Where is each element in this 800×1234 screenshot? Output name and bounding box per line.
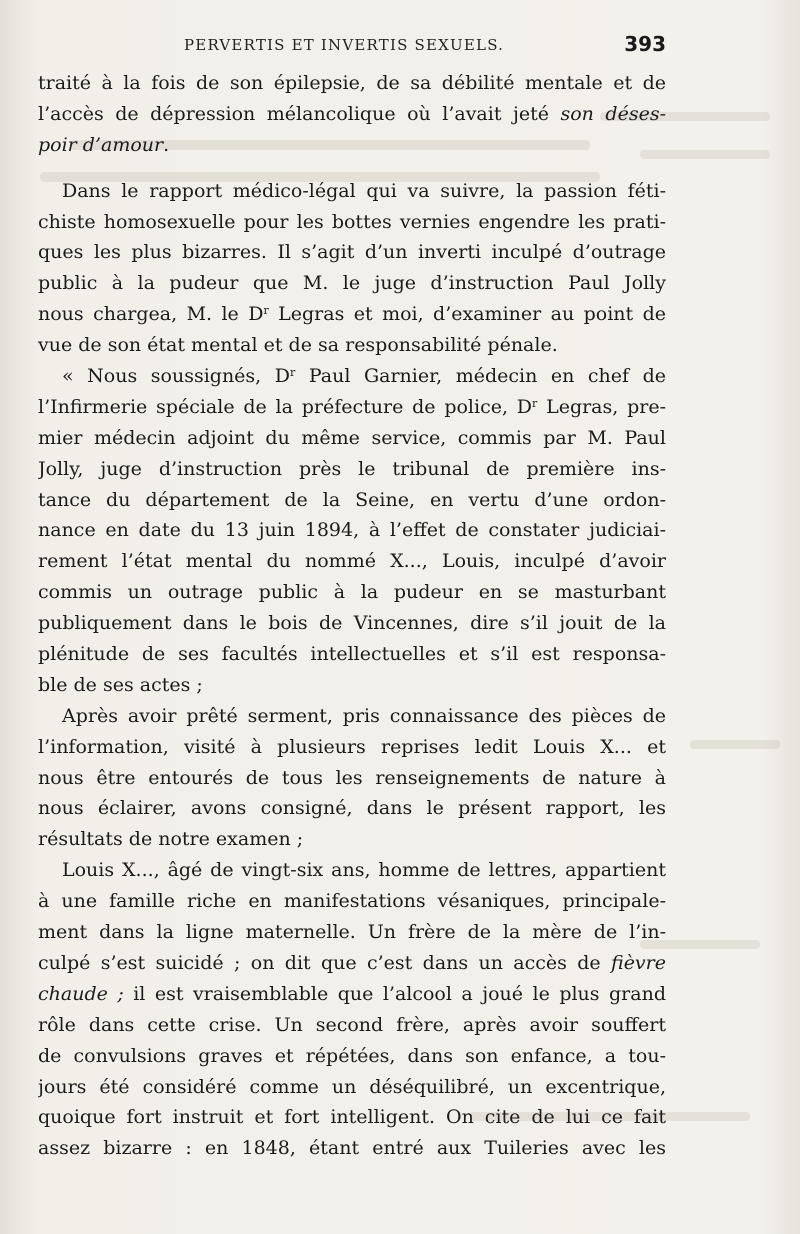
text-line: commis un outrage public à la pudeur en se masturbant (38, 581, 666, 604)
text-line: chaude ; il est vraisemblable que l’alcool a joué le plus grand (38, 982, 666, 1005)
text-line: l’accès de dépression mélancolique où l’avait jeté son déses- (38, 102, 666, 125)
text-line: poir d’amour. (38, 133, 170, 156)
text-line: nous chargea, M. le $D^r$ Legras et moi, d’examiner au point de (38, 303, 666, 326)
text-line: mier médecin adjoint du même service, commis par M. Paul (38, 426, 666, 449)
text-line: quoique fort instruit et fort intelligent. On cite de lui ce fait (38, 1106, 666, 1129)
paragraph (38, 361, 666, 701)
text-line: de convulsions graves et répétées, dans son enfance, a tou- (38, 1044, 666, 1067)
text-line: traité à la fois de son épilepsie, de sa débilité mentale et de (38, 72, 666, 94)
paragraph (38, 701, 666, 855)
text-line: nous être entourés de tous les renseignements de nature à (38, 766, 666, 789)
running-title: PERVERTIS ET INVERTIS SEXUELS. (184, 36, 505, 54)
text-line: publiquement dans le bois de Vincennes, dire s’il jouit de la (38, 612, 666, 635)
text-line: public à la pudeur que M. le juge d’instruction Paul Jolly (38, 272, 666, 295)
page-header (38, 32, 666, 62)
text-line: ques les plus bizarres. Il s’agit d’un inverti inculpé d’outrage (38, 241, 666, 264)
text-line: culpé s’est suicidé ; on dit que c’est dans un accès de fièvre (38, 951, 666, 974)
text-line: jours été considéré comme un déséquilibré, un excentrique, (38, 1075, 666, 1098)
body-text (38, 68, 666, 1164)
text-line: résultats de notre examen ; (38, 828, 304, 851)
text-line: assez bizarre : en 1848, étant entré aux Tuileries avec les (38, 1137, 666, 1160)
paragraph-gap (38, 161, 666, 176)
paragraph (38, 855, 666, 1164)
text-line: nance en date du 13 juin 1894, à l’effet de constater judiciai- (38, 519, 666, 542)
page-number: 393 (624, 32, 666, 56)
text-line: Jolly, juge d’instruction près le tribunal de première ins- (38, 457, 666, 480)
text-line: « Nous soussignés, $D^r$ Paul Garnier, médecin en chef de (62, 365, 666, 388)
text-line: vue de son état mental et de sa responsabilité pénale. (38, 334, 558, 357)
text-line: l’Infirmerie spéciale de la préfecture de police, $D^r$ Legras, pre- (38, 395, 666, 418)
text-line: l’information, visité à plusieurs reprises ledit Louis X... et (38, 735, 666, 758)
paragraph (38, 176, 666, 361)
text-line: ment dans la ligne maternelle. Un frère de la mère de l’in- (38, 921, 666, 944)
text-line: rement l’état mental du nommé X..., Louis, inculpé d’avoir (38, 550, 666, 573)
text-line: tance du département de la Seine, en vertu d’une ordon- (38, 488, 666, 511)
text-line: Après avoir prêté serment, pris connaissance des pièces de (62, 704, 666, 727)
text-line: Dans le rapport médico-légal qui va suivre, la passion féti- (62, 179, 666, 202)
text-line: plénitude de ses facultés intellectuelles et s’il est responsa- (38, 643, 666, 666)
text-line: nous éclairer, avons consigné, dans le présent rapport, les (38, 797, 666, 820)
text-line: chiste homosexuelle pour les bottes vernies engendre les prati- (38, 210, 666, 233)
text-line: rôle dans cette crise. Un second frère, après avoir souffert (38, 1013, 666, 1036)
text-line: ble de ses actes ; (38, 673, 203, 696)
text-line: à une famille riche en manifestations vésaniques, principale- (38, 890, 666, 913)
text-line: Louis X..., âgé de vingt-six ans, homme de lettres, appartient (62, 859, 666, 882)
paragraph (38, 68, 666, 161)
